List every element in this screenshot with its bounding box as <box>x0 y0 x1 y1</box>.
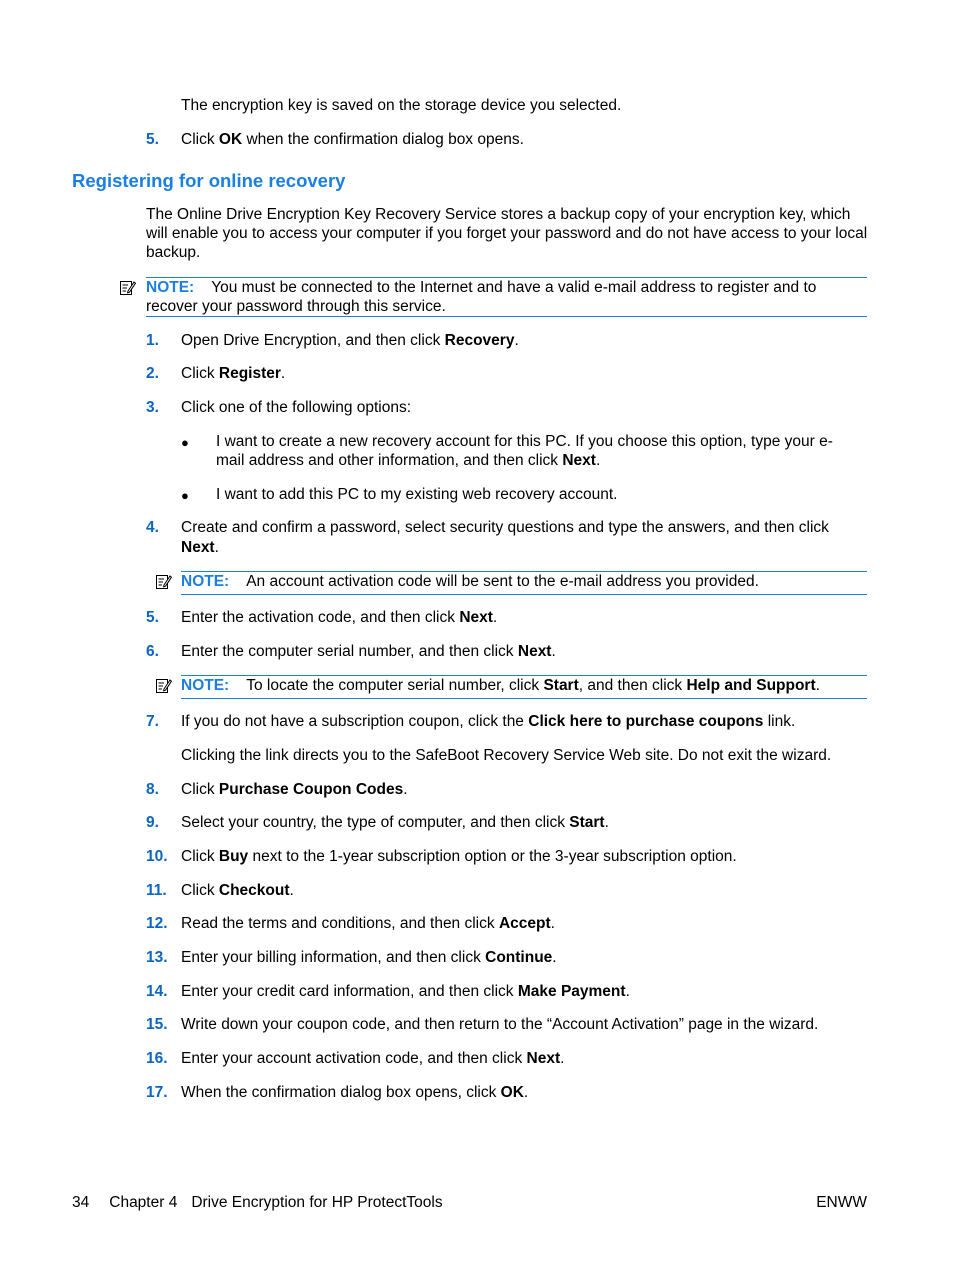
page-number: 34 <box>72 1194 90 1211</box>
step-7-followup: Clicking the link directs you to the SafeBoot Recovery Service Web site. Do not exit the wizard. <box>181 747 832 764</box>
step-text-continued: Next. <box>181 539 219 556</box>
note-1-line-1: NOTE: You must be connected to the Internet and have a valid e-mail address to register and to <box>146 279 817 296</box>
page-footer-left <box>72 1193 443 1212</box>
step-text: Open Drive Encryption, and then click Recovery. <box>181 332 519 349</box>
page-footer-right: ENWW <box>816 1194 867 1211</box>
note-1-line-2: recover your password through this service. <box>146 298 446 315</box>
step-number: 14. <box>146 983 168 1000</box>
step-number: 10. <box>146 848 168 865</box>
chapter-title: Drive Encryption for HP ProtectTools <box>191 1194 443 1211</box>
note-rule-bottom <box>146 316 867 317</box>
note-pad-icon <box>119 279 136 296</box>
note-3: NOTE: To locate the computer serial number, click Start, and then click Help and Support. <box>181 677 820 694</box>
step-number: 1. <box>146 332 159 349</box>
section-paragraph: The Online Drive Encryption Key Recovery Service stores a backup copy of your encryption key, which will enable you to access your computer if you forget your password and do not have access to your local backup. <box>146 206 868 261</box>
step-text: Read the terms and conditions, and then click Accept. <box>181 915 555 932</box>
note-rule-bottom <box>181 594 867 595</box>
step-number: 3. <box>146 399 159 416</box>
step-text: Click Checkout. <box>181 882 294 899</box>
chapter-label: Chapter 4 <box>109 1194 178 1211</box>
step-number: 2. <box>146 365 159 382</box>
step-number: 4. <box>146 519 159 536</box>
bullet-icon: ● <box>181 488 189 503</box>
step-number: 17. <box>146 1084 168 1101</box>
step-text: Enter the computer serial number, and then click Next. <box>181 643 556 660</box>
step-number: 13. <box>146 949 168 966</box>
option-2: I want to add this PC to my existing web recovery account. <box>216 486 618 503</box>
step-number: 5. <box>146 609 159 626</box>
step-text: Select your country, the type of computer, and then click Start. <box>181 814 609 831</box>
step-number: 15. <box>146 1016 168 1033</box>
option-1-line-1: I want to create a new recovery account for this PC. If you choose this option, type your e- <box>216 433 833 450</box>
note-2: NOTE: An account activation code will be sent to the e-mail address you provided. <box>181 573 759 590</box>
option-1-line-2: mail address and other information, and then click Next. <box>216 452 601 469</box>
step-number: 11. <box>146 882 167 899</box>
prev-step-number: 5. <box>146 131 159 148</box>
step-text: Enter your billing information, and then click Continue. <box>181 949 557 966</box>
step-number: 6. <box>146 643 159 660</box>
step-text: If you do not have a subscription coupon, click the Click here to purchase coupons link. <box>181 713 796 730</box>
note-rule-bottom <box>181 698 867 699</box>
step-text: Click Buy next to the 1-year subscription option or the 3-year subscription option. <box>181 848 737 865</box>
step-text: Write down your coupon code, and then return to the “Account Activation” page in the wizard. <box>181 1016 819 1033</box>
step-number: 16. <box>146 1050 168 1067</box>
step-text: Click Purchase Coupon Codes. <box>181 781 408 798</box>
note-pad-icon <box>155 677 172 694</box>
step-text: Enter your account activation code, and then click Next. <box>181 1050 565 1067</box>
intro-line: The encryption key is saved on the storage device you selected. <box>181 97 622 114</box>
step-text: Click one of the following options: <box>181 399 412 416</box>
step-number: 9. <box>146 814 159 831</box>
step-text: Create and confirm a password, select security questions and type the answers, and then click <box>181 519 829 536</box>
step-text: When the confirmation dialog box opens, click OK. <box>181 1084 529 1101</box>
note-label: NOTE: <box>146 279 195 296</box>
step-number: 12. <box>146 915 168 932</box>
bullet-icon: ● <box>181 435 189 450</box>
prev-step-text: Click OK when the confirmation dialog box opens. <box>181 131 524 148</box>
step-text: Click Register. <box>181 365 286 382</box>
section-heading: Registering for online recovery <box>72 170 346 191</box>
step-number: 8. <box>146 781 159 798</box>
note-label: NOTE: <box>181 573 230 590</box>
step-text: Enter the activation code, and then click Next. <box>181 609 498 626</box>
note-label: NOTE: <box>181 677 230 694</box>
note-pad-icon <box>155 573 172 590</box>
step-text: Enter your credit card information, and then click Make Payment. <box>181 983 630 1000</box>
step-number: 7. <box>146 713 159 730</box>
